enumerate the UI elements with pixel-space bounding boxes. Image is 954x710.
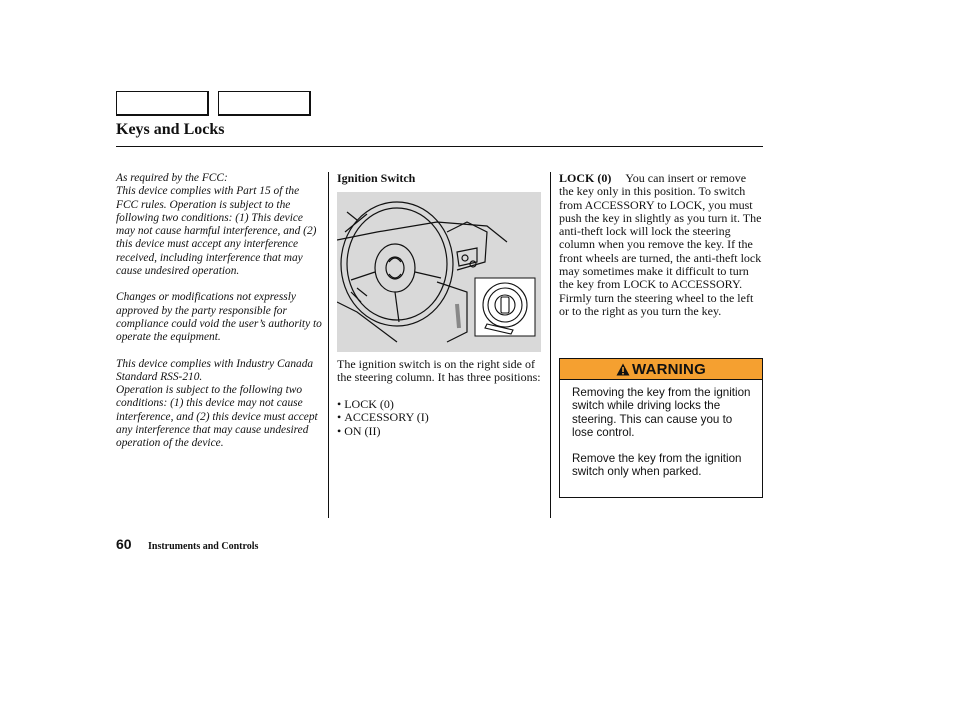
warning-label: WARNING xyxy=(632,360,706,378)
header-tab-box-1 xyxy=(116,91,209,116)
lock-position-column xyxy=(559,172,763,318)
canada-body: Operation is subject to the following two conditions: (1) this device may not cause interference, and (2) this device must accept any interference that may cause undesired operation of the device. xyxy=(116,384,318,450)
fcc-body: This device complies with Part 15 of the FCC rules. Operation is subject to the following two conditions: (1) This device may not cause harmful interference, and (2) this device must accept any interference received, including interference that may cause undesired operation. xyxy=(116,185,317,278)
page-number: 60 xyxy=(116,536,132,552)
warning-paragraph-2: Remove the key from the ignition switch only when parked. xyxy=(572,452,742,479)
warning-triangle-icon xyxy=(616,363,630,376)
ignition-positions-list xyxy=(337,398,429,438)
fcc-paragraph xyxy=(116,172,322,278)
warning-body xyxy=(560,380,762,479)
warning-paragraph-1: Removing the key from the ignition switch while driving locks the steering. This can cause you to lose control. xyxy=(572,386,751,439)
modification-paragraph: Changes or modifications not expressly approved by the party responsible for compliance could void the user’s authority to operate the equipment. xyxy=(116,291,322,344)
position-item-accessory: • ACCESSORY (I) xyxy=(337,411,429,424)
lock-position-label: LOCK (0) xyxy=(559,171,612,185)
canada-heading: This device complies with Industry Canada Standard RSS-210. xyxy=(116,357,314,383)
steering-column-drawing xyxy=(337,192,541,352)
column-divider-1 xyxy=(328,172,329,518)
header-tab-box-2 xyxy=(218,91,311,116)
ignition-switch-description: The ignition switch is on the right side of the steering column. It has three positions: xyxy=(337,357,541,385)
fcc-heading: As required by the FCC: xyxy=(116,172,228,184)
section-name: Instruments and Controls xyxy=(148,541,259,552)
canada-paragraph xyxy=(116,358,322,451)
lock-paragraph xyxy=(559,172,763,318)
ignition-switch-illustration xyxy=(337,192,541,352)
ignition-switch-column xyxy=(337,171,543,438)
title-rule xyxy=(116,146,763,147)
fcc-notice-column xyxy=(116,172,322,464)
column-divider-2 xyxy=(550,172,551,518)
page-title: Keys and Locks xyxy=(116,121,225,138)
position-item-lock: • LOCK (0) xyxy=(337,398,429,411)
lock-position-text: You can insert or remove the key only in this position. To switch from ACCESSORY to LOCK, you must push the key in slightly as you turn it. The anti-theft lock will lock the steering column when you remove the key. If the front wheels are turned, the anti-theft lock may sometimes make it difficult to turn the key from LOCK to ACCESSORY. Firmly turn the steering wheel to the left or to the right as you turn the key. xyxy=(559,171,762,318)
ignition-switch-heading: Ignition Switch xyxy=(337,171,416,185)
warning-header xyxy=(560,359,762,380)
position-item-on: • ON (II) xyxy=(337,425,429,438)
warning-box xyxy=(559,358,763,498)
